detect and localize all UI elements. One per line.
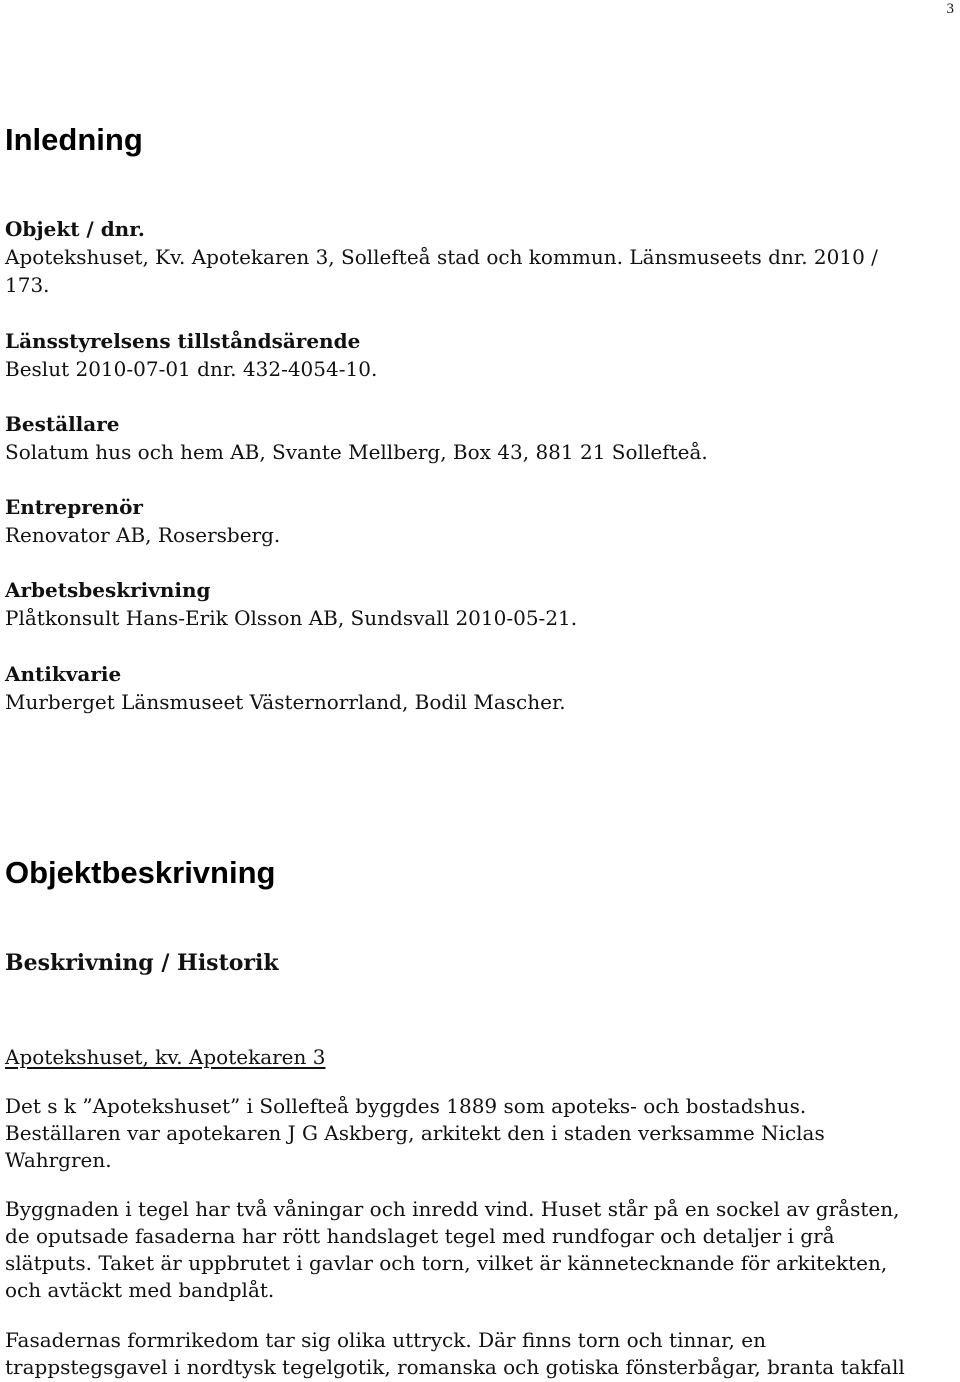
field-text: Plåtkonsult Hans-Erik Olsson AB, Sundsvall 2010-05-21. (5, 606, 578, 630)
field-arbetsbeskrivning (5, 576, 950, 632)
field-text: Apotekshuset, Kv. Apotekaren 3, Sollefteå stad och kommun. Länsmuseets dnr. 2010 / (5, 245, 878, 269)
paragraph-line: slätputs. Taket är uppbrutet i gavlar och torn, vilket är kännetecknande för arkitekten, (5, 1251, 888, 1275)
paragraph-line: Byggnaden i tegel har två våningar och inredd vind. Huset står på en sockel av gråsten, (5, 1197, 900, 1221)
object-name: Apotekshuset, kv. Apotekaren 3 (5, 1045, 326, 1069)
field-label: Objekt / dnr. (5, 217, 145, 241)
field-text: Solatum hus och hem AB, Svante Mellberg, Box 43, 881 21 Sollefteå. (5, 440, 708, 464)
paragraph-line: de oputsade fasaderna har rött handslaget tegel med rundfogar och detaljer i grå (5, 1224, 835, 1248)
page-number: 3 (946, 1, 954, 17)
field-antikvarie (5, 660, 950, 716)
field-entreprenor (5, 493, 950, 549)
paragraph-line: trappstegsgavel i nordtysk tegelgotik, romanska och gotiska fönsterbågar, branta takfall (5, 1355, 905, 1379)
inledning-heading: Inledning (5, 122, 143, 157)
paragraph-line: Det s k ”Apotekshuset” i Sollefteå byggdes 1889 som apoteks- och bostadshus. (5, 1094, 807, 1118)
field-label: Entreprenör (5, 495, 143, 519)
field-bestallare (5, 410, 950, 466)
field-label: Antikvarie (5, 662, 122, 686)
field-objekt (5, 215, 950, 299)
field-label: Beställare (5, 412, 120, 436)
paragraph-line: Beställaren var apotekaren J G Askberg, arkitekt den i staden verksamme Niclas (5, 1121, 825, 1145)
section-subheading: Beskrivning / Historik (5, 950, 279, 976)
field-text: Beslut 2010-07-01 dnr. 432-4054-10. (5, 357, 378, 381)
field-lansstyrelsen (5, 327, 950, 383)
paragraph (5, 1093, 953, 1174)
field-text: Renovator AB, Rosersberg. (5, 523, 281, 547)
field-label: Länsstyrelsens tillståndsärende (5, 329, 361, 353)
field-text: 173. (5, 273, 50, 297)
paragraph-line: Fasadernas formrikedom tar sig olika uttryck. Där finns torn och tinnar, en (5, 1328, 766, 1352)
paragraph-line: och avtäckt med bandplåt. (5, 1278, 275, 1302)
paragraph (5, 1327, 953, 1381)
field-label: Arbetsbeskrivning (5, 578, 211, 602)
field-text: Murberget Länsmuseet Västernorrland, Bodil Mascher. (5, 690, 566, 714)
paragraph-line: Wahrgren. (5, 1148, 112, 1172)
paragraph (5, 1196, 953, 1304)
objektbeskrivning-heading: Objektbeskrivning (5, 855, 276, 890)
